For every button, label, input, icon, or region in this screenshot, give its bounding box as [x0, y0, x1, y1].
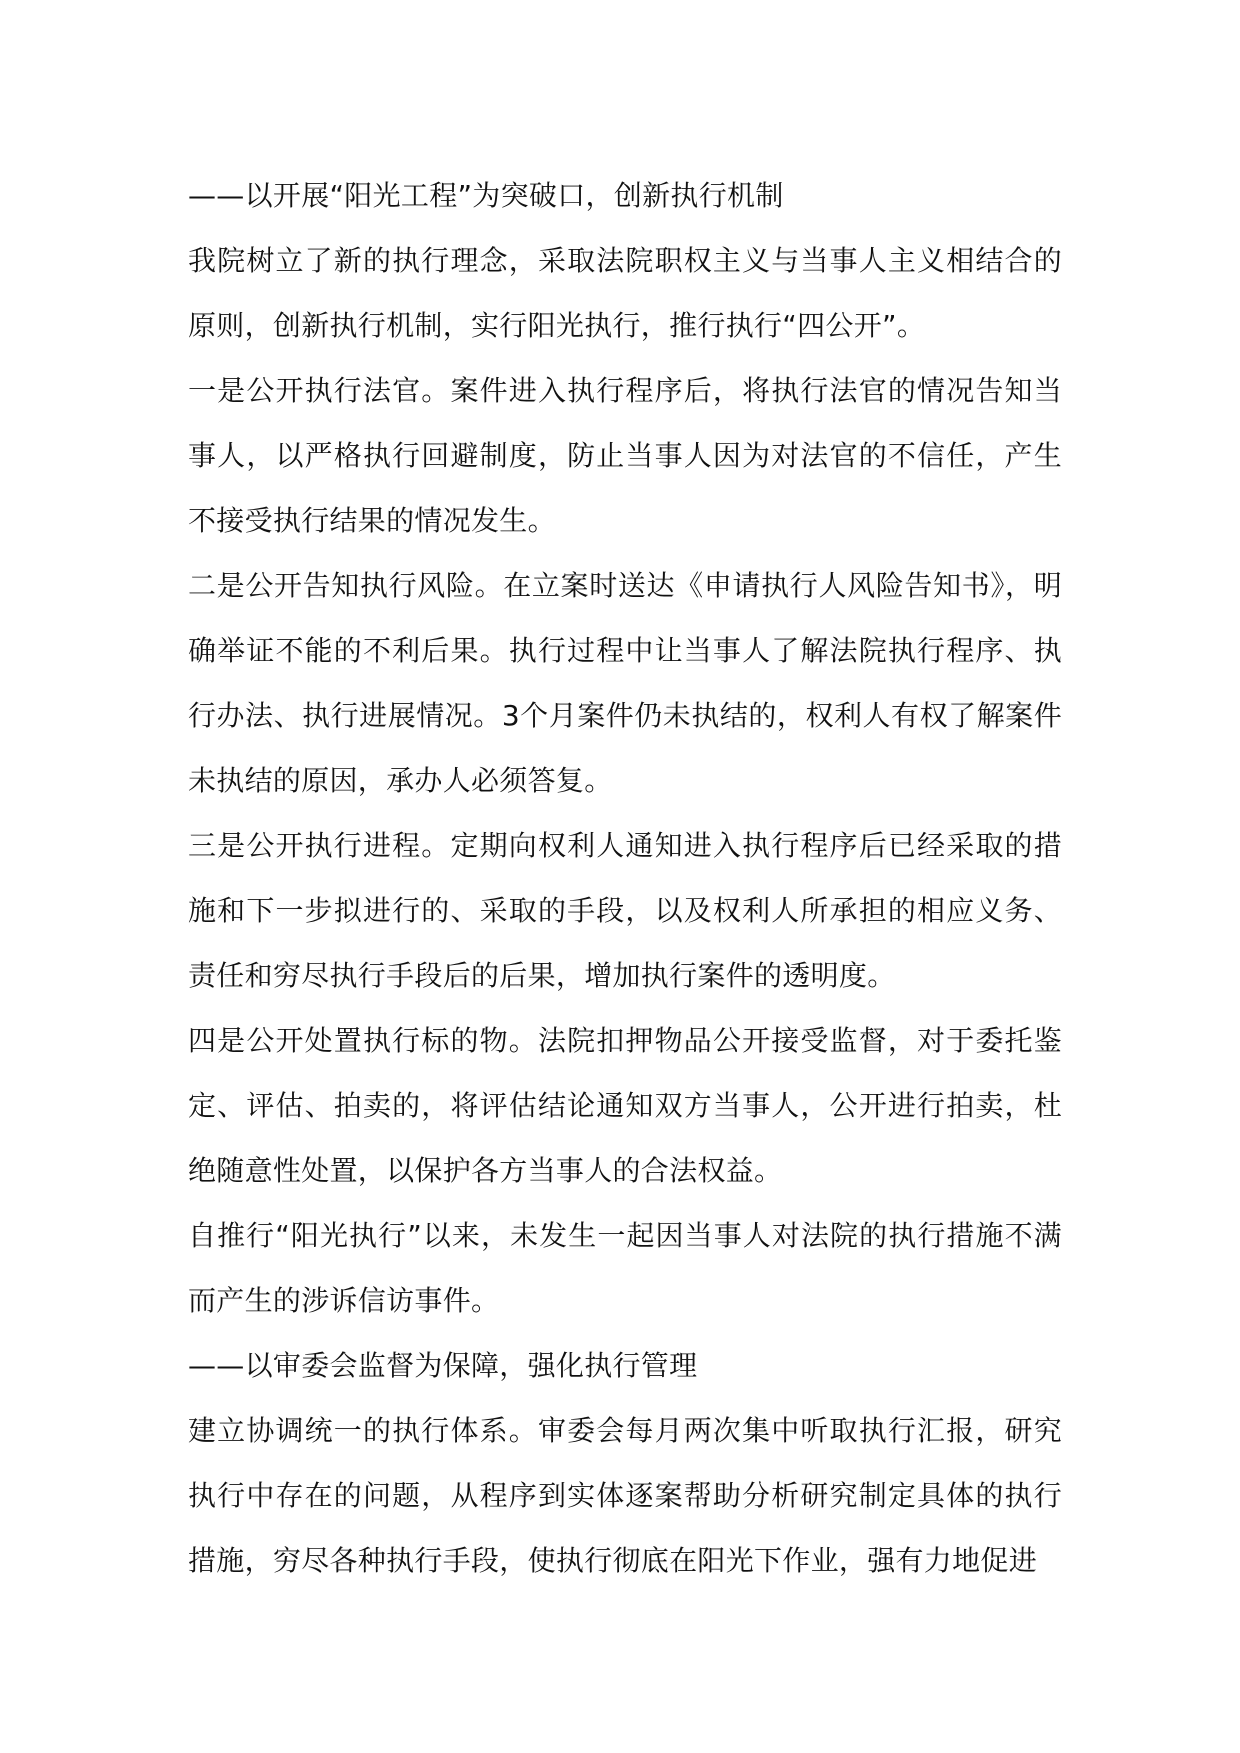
paragraph-open-disposal: 四是公开处置执行标的物。法院扣押物品公开接受监督，对于委托鉴定、评估、拍卖的，将评估结论通知双方当事人，公开进行拍卖，杜绝随意性处置，以保护各方当事人的合法权益。	[188, 1024, 1062, 1187]
paragraph-intro: 我院树立了新的执行理念，采取法院职权主义与当事人主义相结合的原则，创新执行机制，实行阳光执行，推行执行“四公开”。	[188, 244, 1062, 342]
section-heading-committee-supervision: ——以审委会监督为保障，强化执行管理	[188, 1349, 698, 1382]
paragraph-open-risk: 二是公开告知执行风险。在立案时送达《申请执行人风险告知书》，明确举证不能的不利后果。执行过程中让当事人了解法院执行程序、执行办法、执行进展情况。3个月案件仍未执结的，权利人有权了解案件未执结的原因，承办人必须答复。	[188, 569, 1062, 797]
paragraph-open-judge: 一是公开执行法官。案件进入执行程序后，将执行法官的情况告知当事人，以严格执行回避制度，防止当事人因为对法官的不信任，产生不接受执行结果的情况发生。	[188, 374, 1062, 537]
document-body	[188, 163, 1062, 1593]
paragraph-open-progress: 三是公开执行进程。定期向权利人通知进入执行程序后已经采取的措施和下一步拟进行的、采取的手段，以及权利人所承担的相应义务、责任和穷尽执行手段后的后果，增加执行案件的透明度。	[188, 829, 1062, 992]
paragraph-coordination-system: 建立协调统一的执行体系。审委会每月两次集中听取执行汇报，研究执行中存在的问题，从程序到实体逐案帮助分析研究制定具体的执行措施，穷尽各种执行手段，使执行彻底在阳光下作业，强有力地促进	[188, 1414, 1062, 1577]
paragraph-result: 自推行“阳光执行”以来，未发生一起因当事人对法院的执行措施不满而产生的涉诉信访事件。	[188, 1219, 1062, 1317]
section-heading-sunshine-project: ——以开展“阳光工程”为突破口，创新执行机制	[188, 179, 784, 212]
